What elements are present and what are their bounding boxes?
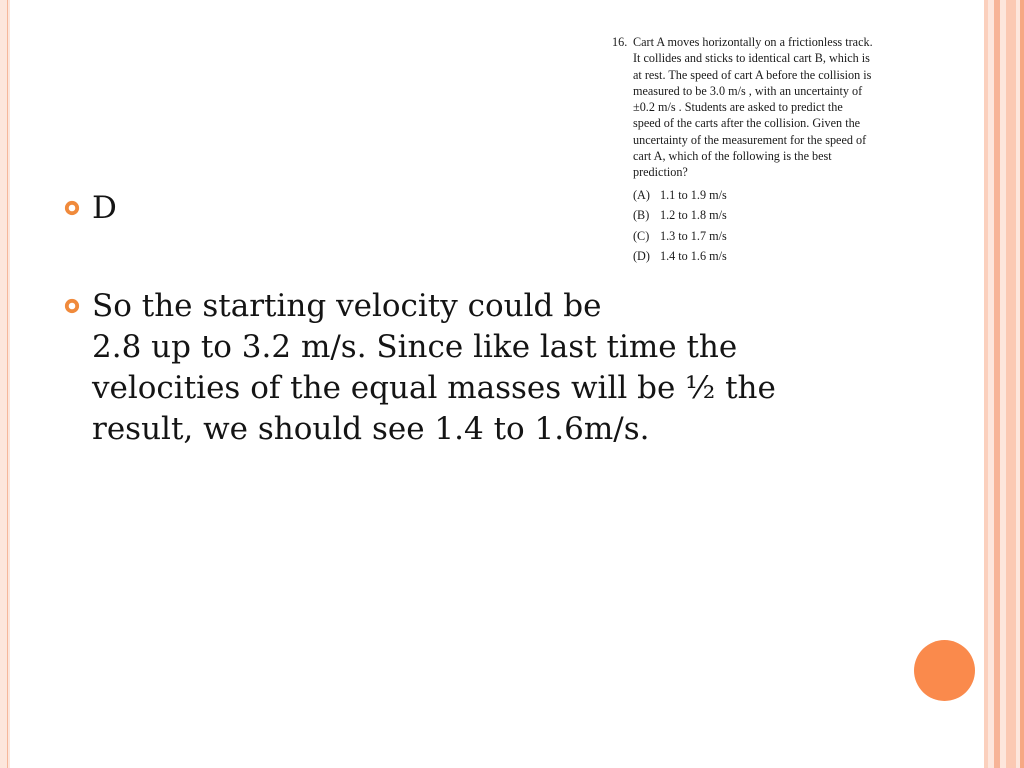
choice-text: 1.3 to 1.7 m/s <box>660 228 727 243</box>
right-border-stripe <box>1006 0 1016 768</box>
choice-text: 1.4 to 1.6 m/s <box>660 249 727 264</box>
question-line: uncertainty of the measurement for the speed of <box>633 132 867 147</box>
question-image <box>612 34 920 267</box>
question-line: It collides and sticks to identical cart B, which is <box>633 51 870 66</box>
choice-a <box>633 185 920 206</box>
choice-c <box>633 226 920 247</box>
explanation-line: 2.8 up to 3.2 m/s. Since like last time the <box>92 329 738 365</box>
question-line: speed of the carts after the collision. Given the <box>633 116 861 131</box>
right-border-stripe <box>994 0 1000 768</box>
choice-letter: (C) <box>633 228 650 243</box>
right-border-decoration <box>984 0 1024 768</box>
explanation-line: result, we should see 1.4 to 1.6m/s. <box>92 411 650 447</box>
question-stem <box>612 34 920 181</box>
ring-bullet-icon <box>64 298 80 314</box>
question-line: ±0.2 m/s . Students are asked to predict the <box>633 100 843 115</box>
answer-choices <box>612 185 920 267</box>
left-border-line <box>7 0 8 768</box>
right-border-stripe <box>1020 0 1024 768</box>
question-line: measured to be 3.0 m/s , with an uncertainty of <box>633 83 863 98</box>
question-line: Cart A moves horizontally on a frictionless track. <box>633 35 873 49</box>
choice-b <box>633 205 920 226</box>
ring-bullet-icon <box>64 200 80 216</box>
choice-letter: (A) <box>633 187 650 202</box>
choice-letter: (B) <box>633 208 650 223</box>
question-line: at rest. The speed of cart A before the collision is <box>633 67 872 82</box>
question-line: prediction? <box>633 165 688 180</box>
choice-d <box>633 246 920 267</box>
choice-text: 1.1 to 1.9 m/s <box>660 187 727 202</box>
question-line: cart A, which of the following is the best <box>633 149 832 164</box>
answer-text: D <box>92 190 117 226</box>
explanation-text <box>92 286 776 450</box>
choice-text: 1.2 to 1.8 m/s <box>660 208 727 223</box>
decorative-orange-circle <box>914 640 975 701</box>
question-text <box>633 34 920 181</box>
explanation-line: velocities of the equal masses will be ½ the <box>92 370 776 406</box>
choice-letter: (D) <box>633 249 650 264</box>
explanation-line: So the starting velocity could be <box>92 288 602 324</box>
right-border-stripe <box>984 0 988 768</box>
question-number: 16. <box>612 35 628 49</box>
left-border-decoration <box>0 0 10 768</box>
